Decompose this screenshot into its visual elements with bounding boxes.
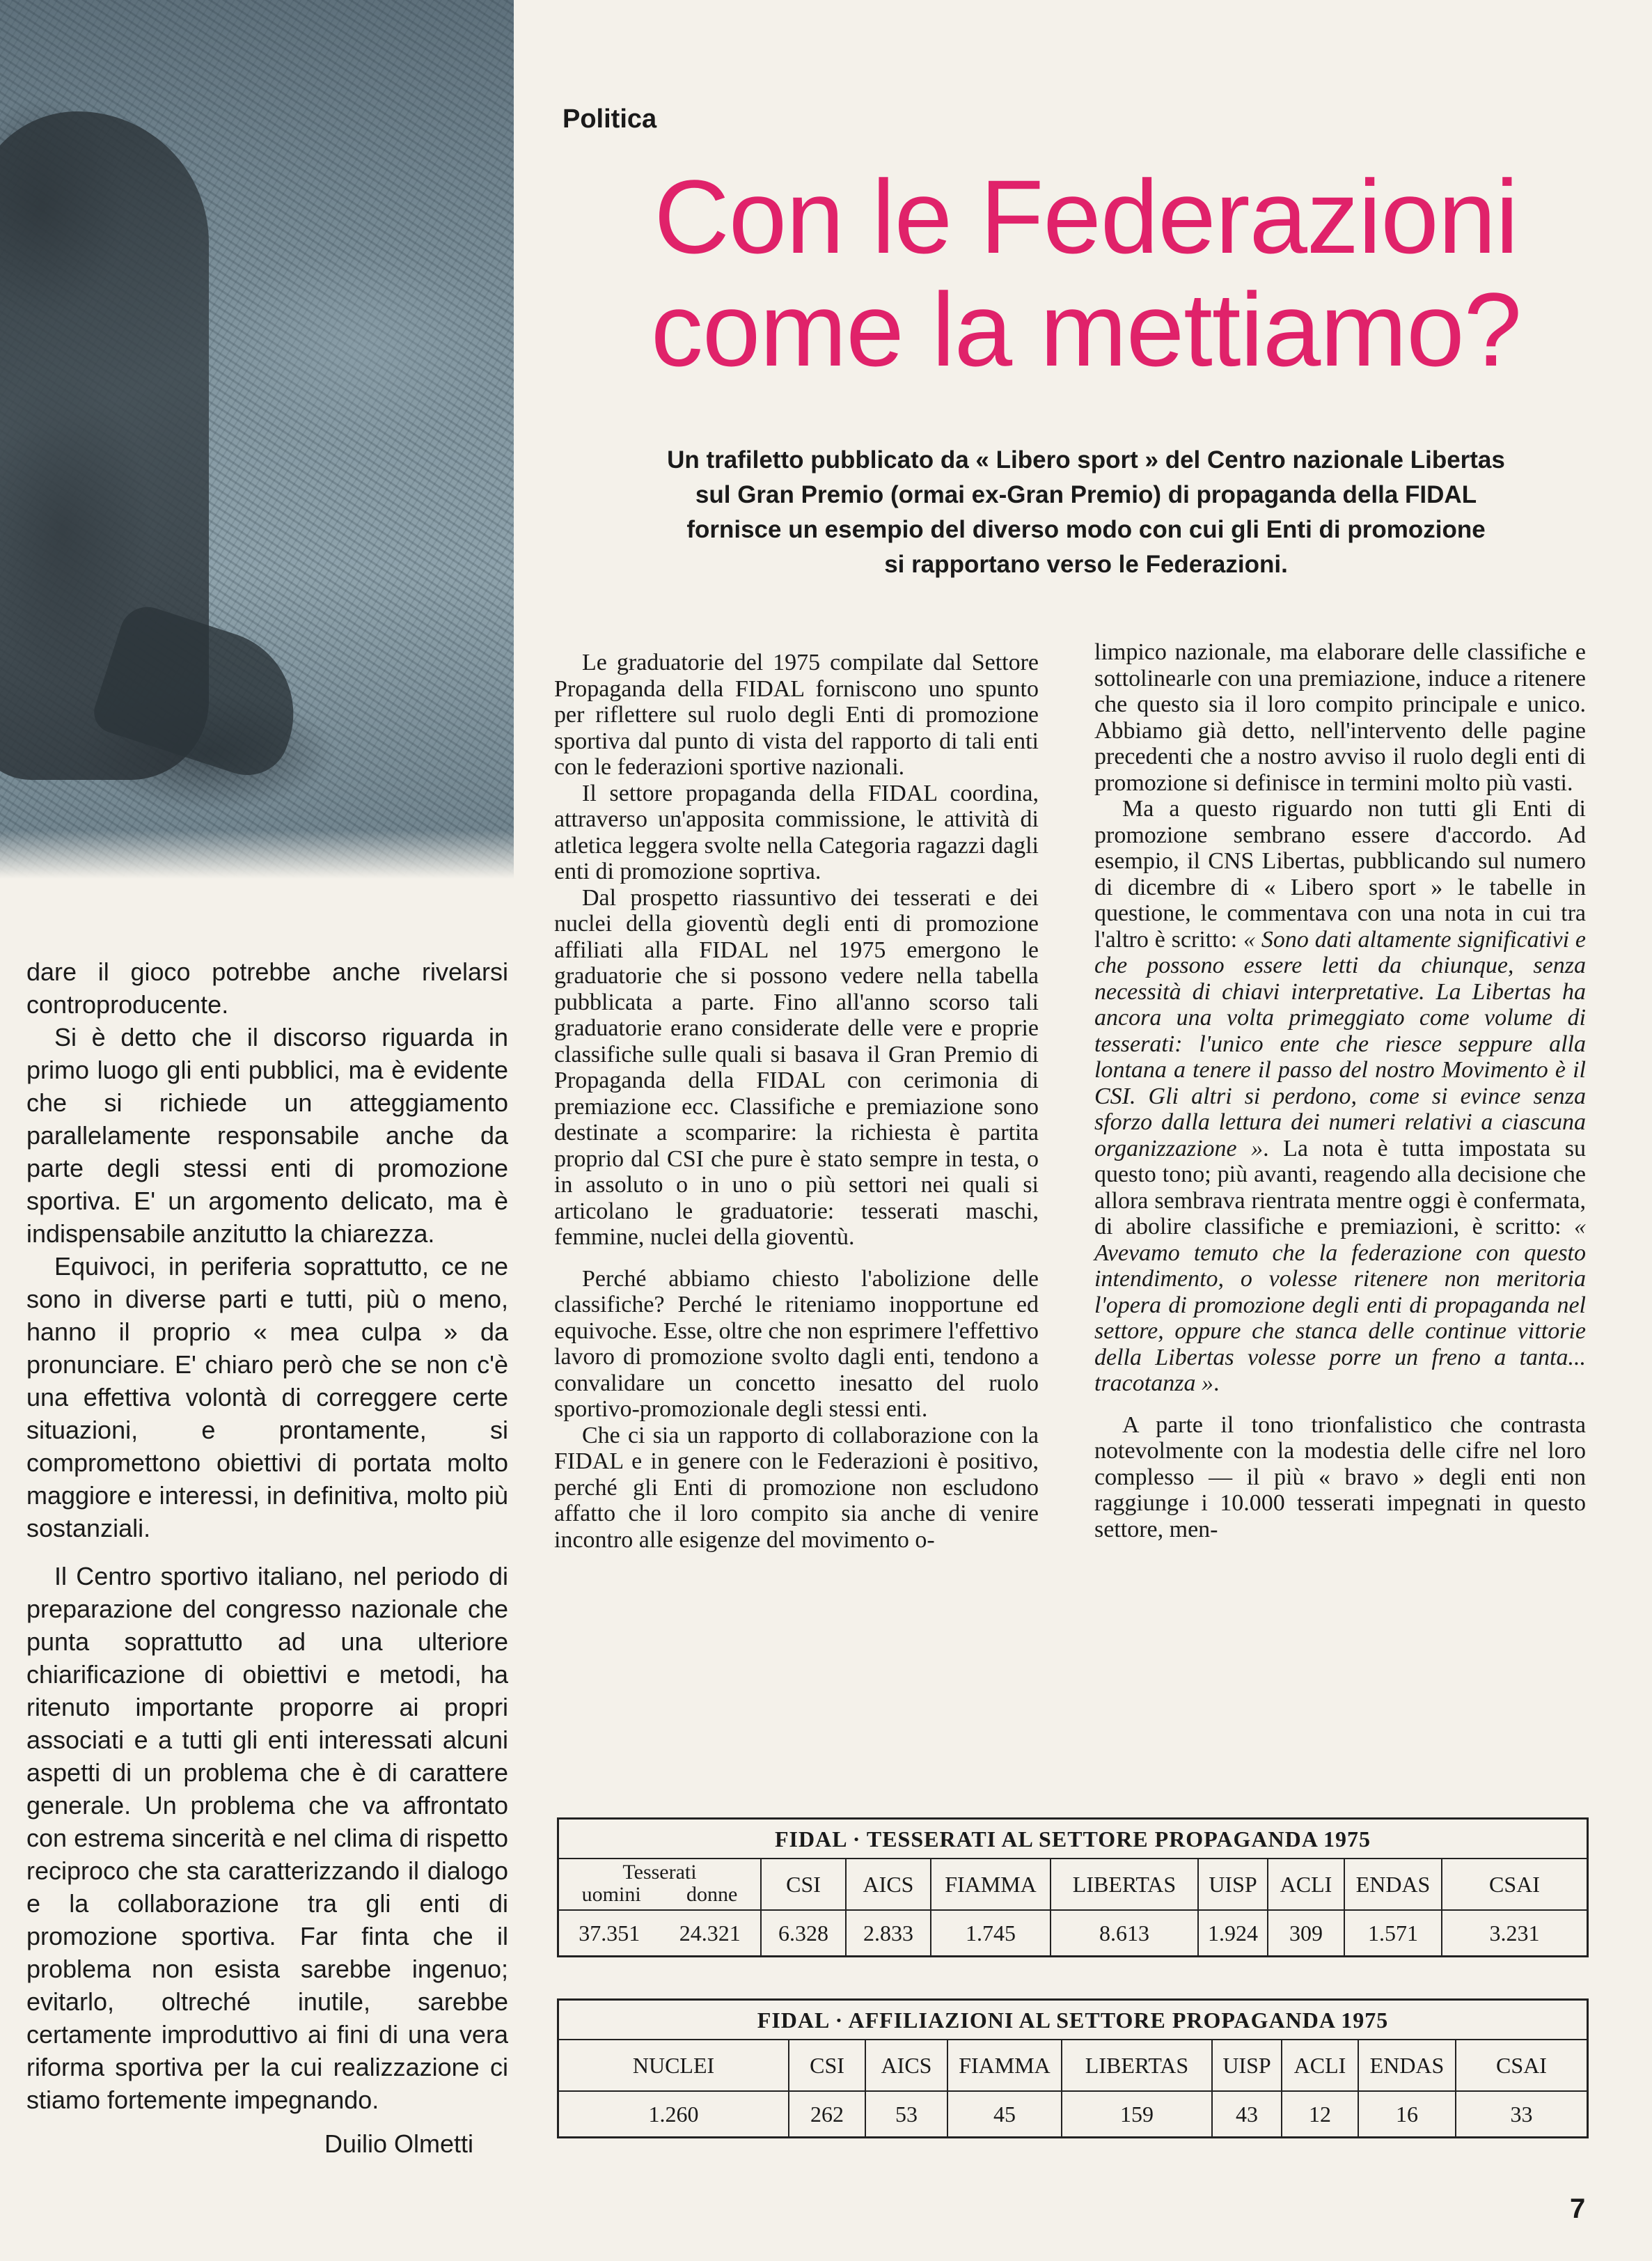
headline-line-2: come la mettiamo? bbox=[650, 271, 1522, 388]
page-number: 7 bbox=[1570, 2193, 1586, 2224]
middle-paragraph-1: Le graduatorie del 1975 compilate dal Settore Propaganda della FIDAL forniscono uno spunto per riflettere sul ruolo degli Enti di promozione sportiva dal punto di vista del rapporto di tali enti con le federazioni sportive nazionali. bbox=[554, 650, 1039, 780]
tesserati-sub-labels bbox=[559, 1883, 760, 1907]
donne-label: donne bbox=[686, 1883, 738, 1906]
header-cell: LIBERTAS bbox=[1051, 1859, 1198, 1910]
header-cell: ACLI bbox=[1268, 1859, 1344, 1910]
nuclei-value-cell: 1.260 bbox=[648, 2101, 699, 2127]
uomini-label: uomini bbox=[581, 1883, 641, 1906]
right-paragraph-2-text-c: . bbox=[1213, 1370, 1220, 1396]
header-cell: CSAI bbox=[1442, 1859, 1587, 1910]
left-paragraph-2: Si è detto che il discorso riguarda in primo luogo gli enti pubblici, ma è evidente che si richiede un atteggiamento parallelamente responsabile anche da parte degli stessi enti di promozione sportiva. E' un argomento delicato, ma è indispensabile anzitutto la chiarezza. bbox=[26, 1023, 508, 1248]
value-cell: 2.833 bbox=[846, 1910, 931, 1955]
value-cell: 1.571 bbox=[1344, 1910, 1442, 1955]
left-column bbox=[26, 955, 508, 2160]
subtitle-line-4: si rapportano verso le Federazioni. bbox=[884, 551, 1288, 578]
headline bbox=[557, 160, 1615, 386]
header-cell: LIBERTAS bbox=[1062, 2040, 1212, 2091]
photo-fade-edge bbox=[0, 830, 514, 879]
affiliazioni-table bbox=[557, 1998, 1589, 2138]
right-paragraph-1: limpico nazionale, ma elaborare delle classifiche e sottolinearle con una premiazione, induce a ritenere che questo sia il loro compito principale e unico. Abbiamo già detto, nell'intervento delle pagine precedenti che a nostro avviso il ruolo degli enti di promozione si definisce in termini molto più vasti. bbox=[1094, 639, 1586, 796]
paragraph-gap bbox=[1094, 1397, 1586, 1412]
tesserati-table-title: FIDAL · TESSERATI AL SETTORE PROPAGANDA 1975 bbox=[559, 1820, 1587, 1859]
subtitle bbox=[557, 443, 1615, 582]
header-cell: AICS bbox=[865, 2040, 947, 2091]
value-cell: 3.231 bbox=[1442, 1910, 1587, 1955]
header-cell: AICS bbox=[846, 1859, 931, 1910]
right-paragraph-2-text-a: Ma a questo riguardo non tutti gli Enti di promozione sembrano essere d'accordo. Ad esempio, il CNS Libertas, pubblicando sul numero di dicembre di « Libero sport » le tabelle in questione, le commentava con una nota in cui tra l'altro è scritto: bbox=[1094, 796, 1586, 953]
value-cell: 45 bbox=[947, 2091, 1062, 2136]
nuclei-header-cell: NUCLEI bbox=[559, 2040, 789, 2091]
header-cell: CSI bbox=[761, 1859, 846, 1910]
donne-value: 24.321 bbox=[679, 1920, 741, 1946]
tesserati-table bbox=[557, 1817, 1589, 1957]
affiliazioni-value-row bbox=[559, 2091, 1587, 2136]
middle-column bbox=[554, 650, 1039, 1553]
value-cell: 43 bbox=[1212, 2091, 1282, 2136]
right-paragraph-3: A parte il tono trionfalistico che contrasta notevolmente con la modestia delle cifre nel loro complesso — il più « bravo » degli enti non raggiunge i 10.000 tesserati impegnati in questo settore, men- bbox=[1094, 1411, 1586, 1542]
affiliazioni-table-grid bbox=[559, 2040, 1587, 2136]
header-cell: FIAMMA bbox=[947, 2040, 1062, 2091]
value-cell: 53 bbox=[865, 2091, 947, 2136]
tesserati-header-row bbox=[559, 1859, 1587, 1910]
right-column bbox=[1094, 639, 1586, 1542]
tesserati-value-row bbox=[559, 1910, 1587, 1955]
tesserati-header-cell bbox=[559, 1859, 761, 1910]
subtitle-line-1: Un trafiletto pubblicato da « Libero sport » del Centro nazionale Libertas bbox=[667, 446, 1505, 474]
header-cell: FIAMMA bbox=[931, 1859, 1051, 1910]
header-cell: UISP bbox=[1212, 2040, 1282, 2091]
middle-paragraph-5: Che ci sia un rapporto di collaborazione con la FIDAL e in genere con le Federazioni è positivo, perché gli Enti di promozione non escludono affatto che il loro compito sia anche di venire incontro alle esigenze del movimento o- bbox=[554, 1422, 1039, 1553]
tesserati-values bbox=[559, 1920, 760, 1946]
value-cell: 6.328 bbox=[761, 1910, 846, 1955]
header-cell: ENDAS bbox=[1344, 1859, 1442, 1910]
value-cell: 1.924 bbox=[1198, 1910, 1268, 1955]
header-cell: UISP bbox=[1198, 1859, 1268, 1910]
value-cell: 159 bbox=[1062, 2091, 1212, 2136]
value-cell: 1.745 bbox=[931, 1910, 1051, 1955]
right-paragraph-2-text-b: . La nota è tutta impostata su questo tono; più avanti, reagendo alla decisione che allora sembrava rientrata mentre oggi è confermata, di abolire classifiche e premiazioni, è scritto: bbox=[1094, 1135, 1586, 1239]
tesserati-label: Tesserati bbox=[622, 1861, 697, 1884]
tesserati-value-cell bbox=[559, 1910, 761, 1955]
headline-line-1: Con le Federazioni bbox=[654, 158, 1518, 275]
middle-paragraph-2: Il settore propaganda della FIDAL coordina, attraverso un'apposita commissione, le attività di atletica leggera svolte nella Categoria ragazzi dagli enti di promozione soprtiva. bbox=[554, 780, 1039, 884]
tesserati-table-grid bbox=[559, 1859, 1587, 1955]
header-cell: CSI bbox=[789, 2040, 865, 2091]
right-paragraph-2 bbox=[1094, 796, 1586, 1397]
author-signature: Duilio Olmetti bbox=[324, 2129, 473, 2158]
value-cell: 8.613 bbox=[1051, 1910, 1198, 1955]
middle-paragraph-4: Perché abbiamo chiesto l'abolizione delle classifiche? Perché le riteniamo inopportune ed equivoche. Esse, oltre che non esprimere l'effettivo lavoro di promozione svolto dagli enti, tendono a convalidare un concetto inesatto del ruolo sportivo-promozionale degli stessi enti. bbox=[554, 1265, 1039, 1422]
value-cell: 262 bbox=[789, 2091, 865, 2136]
left-paragraph-1: dare il gioco potrebbe anche rivelarsi controproducente. bbox=[26, 957, 508, 1019]
subtitle-line-2: sul Gran Premio (ormai ex-Gran Premio) di propaganda della FIDAL bbox=[695, 481, 1477, 508]
middle-paragraph-3: Dal prospetto riassuntivo dei tesserati e dei nuclei della gioventù degli enti di promozione affiliati alla FIDAL nel 1975 emergono le graduatorie che si possono vedere nella tabella pubblicata a parte. Fino all'anno scorso tali graduatorie erano considerate delle vere e proprie classifiche sulle quali si basava il Gran Premio di Propaganda della FIDAL con cerimonia di premiazione ecc. Classifiche e premiazione sono destinate a scomparire: la richiesta è partita proprio dal CSI che pure è stato sempre in testa, o in assoluto o in uno o più settori nei quali si articolano le graduatorie: tesserati maschi, femmine, nuclei della gioventù. bbox=[554, 884, 1039, 1250]
value-cell: 16 bbox=[1358, 2091, 1456, 2136]
left-paragraph-3: Equivoci, in periferia soprattutto, ce ne sono in diverse parti e tutti, più o meno, hanno il proprio « mea culpa » da pronunciare. E' chiaro però che se non c'è una effettiva volontà di correggere certe situazioni, e prontamente, si compromettono obiettivi di portata molto maggiore e interessi, in definitiva, molto più sostanziali. bbox=[26, 1252, 508, 1542]
paragraph-gap bbox=[26, 1544, 508, 1560]
value-cell: 33 bbox=[1456, 2091, 1587, 2136]
article-photo bbox=[0, 0, 514, 879]
libertas-quote-2: « Avevamo temuto che la federazione con questo intendimento, o volesse ritenere non meritoria l'opera di promozione degli enti di propaganda nel settore, oppure che stanca delle continue vittorie della Libertas volesse porre un freno a tanta... tracotanza » bbox=[1094, 1214, 1586, 1396]
header-cell: CSAI bbox=[1456, 2040, 1587, 2091]
value-cell: 12 bbox=[1282, 2091, 1358, 2136]
value-cell: 309 bbox=[1268, 1910, 1344, 1955]
affiliazioni-table-title: FIDAL · AFFILIAZIONI AL SETTORE PROPAGANDA 1975 bbox=[559, 2001, 1587, 2040]
paragraph-gap bbox=[554, 1251, 1039, 1266]
uomini-value: 37.351 bbox=[579, 1920, 640, 1946]
section-label: Politica bbox=[563, 104, 657, 134]
left-paragraph-4: Il Centro sportivo italiano, nel periodo di preparazione del congresso nazionale che punta soprattutto ad una ulteriore chiarificazione di obiettivi e metodi, ha ritenuto importante proporre ai propri associati e a tutti gli enti interessati alcuni aspetti di un problema che è di carattere generale. Un problema che va affrontato con estrema sincerità e nel clima di rispetto reciproco che sta caratterizzando il dialogo e la collaborazione tra gli enti di promozione sportiva. Far finta che il problema non esista sarebbe ingenuo; evitarlo, oltreché inutile, sarebbe certamente improduttivo ai fini di una vera riforma sportiva per la cui realizzazione ci stiamo fortemente impegnando. bbox=[26, 1562, 508, 2114]
affiliazioni-header-row bbox=[559, 2040, 1587, 2091]
libertas-quote-1: « Sono dati altamente significativi e che possono essere letti da chiunque, senza necessità di chiavi interpretative. La Libertas ha ancora una volta primeggiato come volume di tesserati: l'unico ente che riesce seppure alla lontana a tenere il passo del nostro Movimento è il CSI. Gli altri si perdono, come si evince senza sforzo dalla lettura dei numeri relativi a ciascuna organizzazione » bbox=[1094, 926, 1586, 1161]
header-cell: ACLI bbox=[1282, 2040, 1358, 2091]
header-cell: ENDAS bbox=[1358, 2040, 1456, 2091]
subtitle-line-3: fornisce un esempio del diverso modo con cui gli Enti di promozione bbox=[686, 516, 1486, 543]
